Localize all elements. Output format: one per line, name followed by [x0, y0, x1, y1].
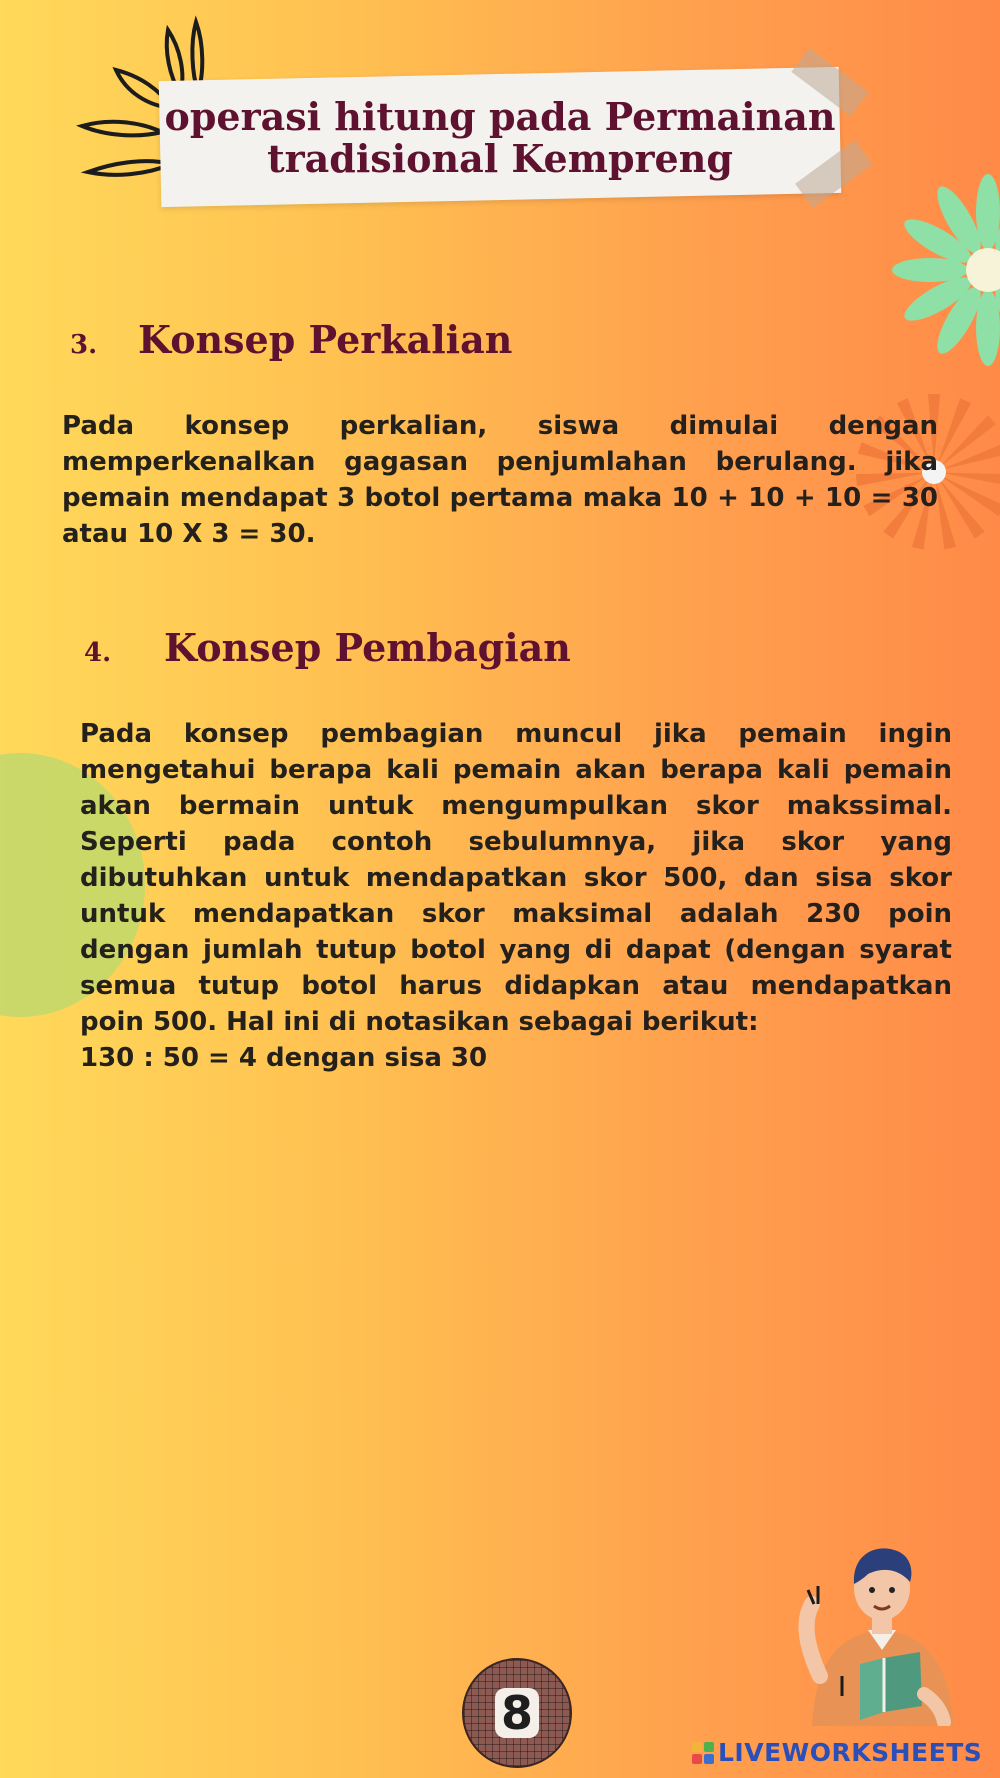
- paragraph-line: pemain mendapat 3 botol pertama maka 10 + 10 + 10 = 30: [62, 483, 938, 513]
- liveworksheets-logo-icon: [692, 1742, 714, 1764]
- section-heading: [70, 318, 512, 367]
- paragraph-line: 130 : 50 = 4 dengan sisa 30: [80, 1043, 488, 1073]
- paragraph-line: poin 500. Hal ini di notasikan sebagai berikut:: [80, 1007, 759, 1037]
- paragraph-line: semua tutup botol harus didapkan atau mendapatkan: [80, 971, 952, 1001]
- section-heading: [84, 626, 571, 675]
- paragraph-line: memperkenalkan gagasan penjumlahan berulang. jika: [62, 447, 938, 477]
- teacher-reading-illustration: [772, 1526, 982, 1726]
- paragraph-line: mengetahui berapa kali pemain akan berapa kali pemain: [80, 755, 952, 785]
- paragraph-line: akan bermain untuk mengumpulkan skor makssimal.: [80, 791, 952, 821]
- section-title: Konsep Perkalian: [138, 317, 513, 362]
- page-title: [160, 96, 840, 180]
- paragraph-line: Seperti pada contoh sebulumnya, jika skor yang: [80, 827, 952, 857]
- paragraph-line: Pada konsep pembagian muncul jika pemain ingin: [80, 719, 952, 749]
- paragraph-line: untuk mendapatkan skor maksimal adalah 230 poin: [80, 899, 952, 929]
- watermark-text: LIVEWORKSHEETS: [718, 1738, 983, 1767]
- green-flower-decoration: [862, 160, 1000, 380]
- title-line-1: operasi hitung pada Permainan: [164, 94, 836, 139]
- paragraph-perkalian: [62, 408, 938, 552]
- paragraph-line: dibutuhkan untuk mendapatkan skor 500, dan sisa skor: [80, 863, 952, 893]
- page-number: 8: [495, 1688, 539, 1738]
- section-number: 4.: [84, 638, 112, 668]
- section-number: 3.: [70, 330, 98, 360]
- paragraph-pembagian: [80, 716, 952, 1076]
- title-line-2: tradisional Kempreng: [267, 136, 733, 181]
- paragraph-line: dengan jumlah tutup botol yang di dapat (dengan syarat: [80, 935, 952, 965]
- paragraph-line: atau 10 X 3 = 30.: [62, 519, 316, 549]
- paragraph-line: Pada konsep perkalian, siswa dimulai dengan: [62, 411, 938, 441]
- page-number-badge: [462, 1658, 572, 1768]
- section-title: Konsep Pembagian: [164, 625, 571, 670]
- liveworksheets-watermark[interactable]: [692, 1738, 982, 1767]
